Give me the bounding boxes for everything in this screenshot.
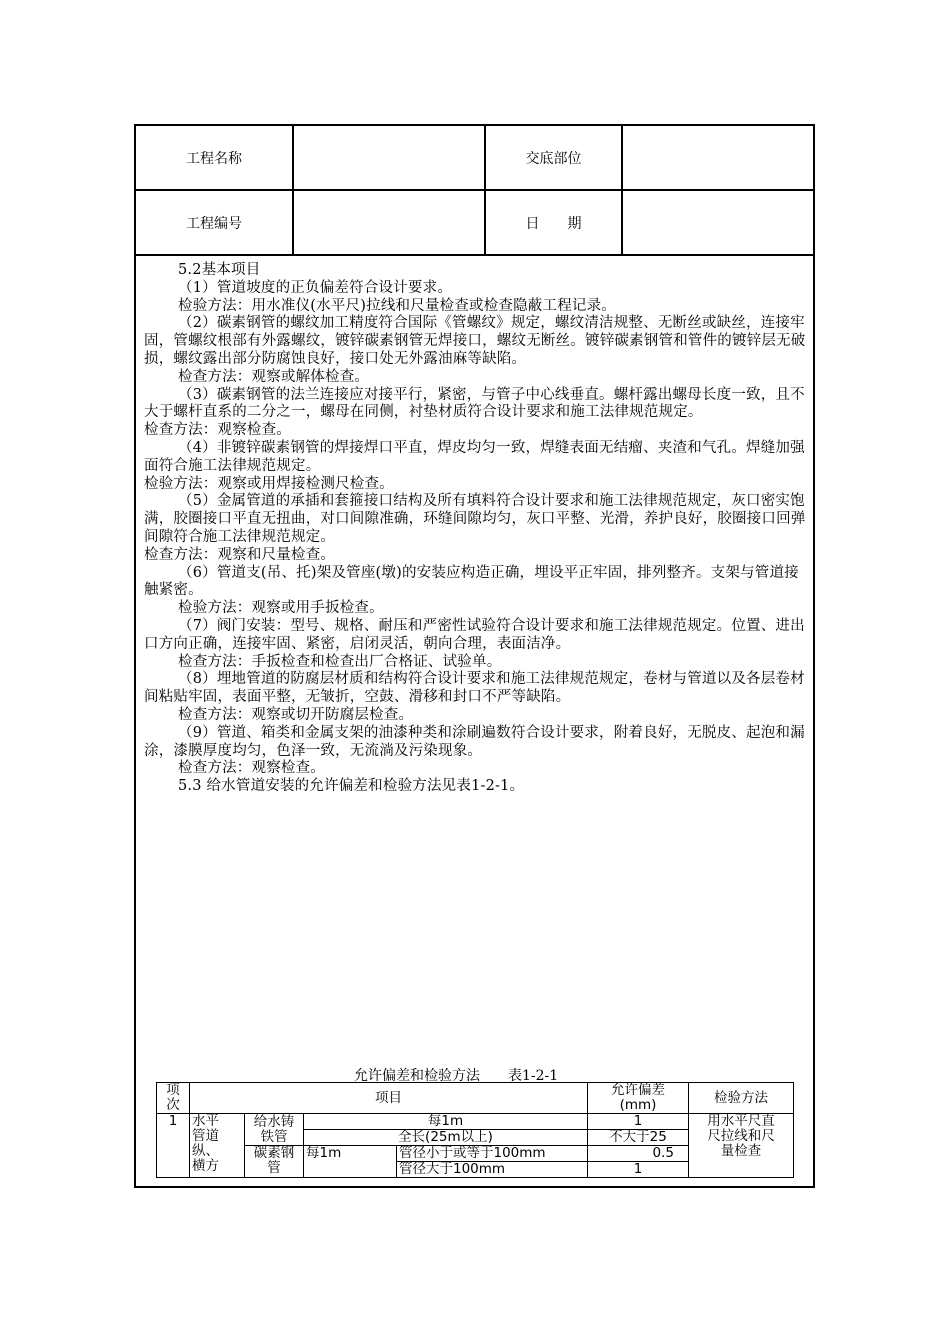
tolerance-table: [156, 1082, 794, 1178]
disclosure-part-label: 交底部位: [485, 125, 622, 190]
date-field[interactable]: [622, 190, 814, 255]
per-1m-cell: 每1m: [304, 1114, 588, 1130]
method-line: 检验方法：用水准仪(水平尺)拉线和尺量检查或检查隐蔽工程记录。: [178, 297, 617, 314]
section-reference: 5.3 给水管道安装的允许偏差和检验方法见表1-2-1。: [178, 778, 525, 795]
method-cell: 用水平尺直 尺拉线和尺 量检查: [689, 1114, 794, 1178]
tolerance-value: 不大于25: [588, 1130, 689, 1146]
tolerance-value: 0.5: [588, 1146, 689, 1162]
date-label: 日 期: [485, 190, 622, 255]
body-text: [144, 262, 808, 796]
disclosure-part-field[interactable]: [622, 125, 814, 190]
cast-iron-pipe-cell: 给水铸 铁管: [245, 1114, 304, 1146]
method-line: 检查方法：观察检查。: [144, 422, 291, 439]
per-1m-cell: 每1m: [304, 1146, 397, 1178]
col-item-header: 项目: [190, 1083, 588, 1114]
method-line: 检查方法：观察和尺量检查。: [144, 546, 336, 563]
col-method-header: 检验方法: [689, 1083, 794, 1114]
item-paragraph: （3）碳素钢管的法兰连接应对接平行，紧密，与管子中心线垂直。螺杆露出螺母长度一致，且不大于螺杆直系的二分之一，螺母在同侧，衬垫材质符合设计要求和施工法律规范规定。: [144, 386, 805, 421]
header-table: [134, 124, 815, 256]
method-line: 检查方法：观察或切开防腐层检查。: [178, 706, 414, 723]
item-paragraph: （5）金属管道的承插和套箍接口结构及所有填料符合设计要求和施工法律规范规定，灰口密实饱满，胶圈接口平直无扭曲，对口间隙准确，环缝间隙均匀，灰口平整、光滑，养护良好，胶圈接口回弹间隙符合施工法律规范规定。: [144, 493, 806, 545]
item-paragraph: （8）埋地管道的防腐层材质和结构符合设计要求和施工法律规范规定，卷材与管道以及各层卷材间粘贴牢固，表面平整，无皱折，空鼓、滑移和封口不严等缺陷。: [144, 671, 805, 706]
method-line: 检验方法：观察或用焊接检测尺检查。: [144, 475, 394, 492]
item-paragraph: （4）非镀锌碳素钢管的焊接焊口平直，焊皮均匀一致，焊缝表面无结瘤、夹渣和气孔。焊缝加强面符合施工法律规范规定。: [144, 439, 805, 474]
method-line: 检验方法：观察或用手扳检查。: [178, 600, 384, 617]
project-no-label: 工程编号: [135, 190, 293, 255]
item-paragraph: （7）阀门安装：型号、规格、耐压和严密性试验符合设计要求和施工法律规范规定。位置、进出口方向正确，连接牢固、紧密，启闭灵活，朝向合理，表面洁净。: [144, 617, 805, 652]
item-paragraph: （2）碳素钢管的螺纹加工精度符合国际《管螺纹》规定，螺纹清洁规整、无断丝或缺丝，连接牢固，管螺纹根部有外露螺纹，镀锌碳素钢管无焊接口，螺纹无断丝。镀锌碳素钢管和管件的镀锌层无破损，螺纹露出部分防腐蚀良好，接口处无外露油麻等缺陷。: [144, 315, 806, 367]
col-tolerance-header: 允许偏差 (mm): [588, 1083, 689, 1114]
method-line: 检查方法：手扳检查和检查出厂合格证、试验单。: [178, 653, 502, 670]
item-paragraph: （1）管道坡度的正负偏差符合设计要求。: [178, 279, 453, 296]
row-no: 1: [157, 1114, 190, 1178]
item-paragraph: （6）管道支(吊、托)架及管座(墩)的安装应构造正确，埋设平正牢固，排列整齐。支架与管道接触紧密。: [144, 564, 799, 599]
method-line: 检查方法：观察或解体检查。: [178, 368, 370, 385]
col-no-header: 项 次: [157, 1083, 190, 1114]
carbon-steel-pipe-cell: 碳素钢 管: [245, 1146, 304, 1178]
item-paragraph: （9）管道、箱类和金属支架的油漆种类和涂刷遍数符合设计要求，附着良好，无脱皮、起泡和漏涂，漆膜厚度均匀，色泽一致，无流淌及污染现象。: [144, 724, 805, 759]
project-name-field[interactable]: [293, 125, 485, 190]
table-caption: 允许偏差和检验方法 表1-2-1: [354, 1068, 559, 1084]
full-length-cell: 全长(25m以上): [304, 1130, 588, 1146]
project-name-label: 工程名称: [135, 125, 293, 190]
section-heading: 5.2基本项目: [178, 262, 261, 278]
tolerance-value: 1: [588, 1114, 689, 1130]
diameter-large-cell: 管径大于100mm: [397, 1162, 588, 1178]
tolerance-value: 1: [588, 1162, 689, 1178]
category-cell: 水平 管道 纵、 横方: [190, 1114, 245, 1178]
method-line: 检查方法：观察检查。: [178, 760, 325, 777]
diameter-small-cell: 管径小于或等于100mm: [397, 1146, 588, 1162]
project-no-field[interactable]: [293, 190, 485, 255]
